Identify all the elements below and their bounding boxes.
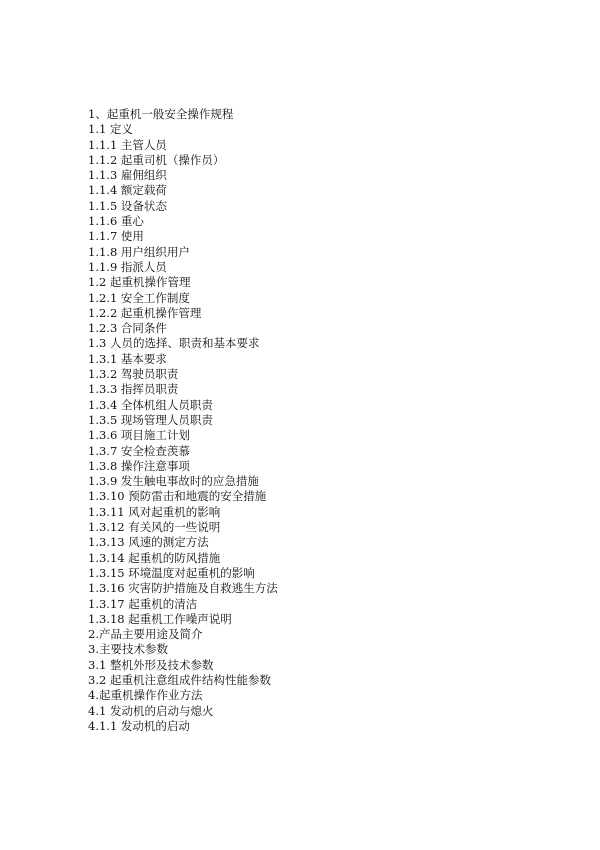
toc-line: 1.1 定义	[88, 122, 133, 137]
toc-line: 2.产品主要用途及简介	[88, 627, 203, 642]
toc-line: 3.2 起重机注意组成件结构性能参数	[88, 672, 271, 687]
toc-line: 4.1 发动机的启动与熄火	[88, 703, 214, 718]
toc-line: 1.1.4 额定载荷	[88, 183, 167, 198]
toc-line: 1.3.7 安全检查羡慕	[88, 443, 190, 458]
toc-line: 4.1.1 发动机的启动	[88, 718, 190, 733]
toc-line: 1.3.14 起重机的防风措施	[88, 550, 221, 565]
toc-line: 1.3.17 起重机的清洁	[88, 596, 198, 611]
table-of-contents	[88, 107, 278, 734]
toc-line: 1.3.8 操作注意事项	[88, 458, 190, 473]
toc-line: 1.1.3 雇佣组织	[88, 168, 167, 183]
toc-line: 1.1.1 主管人员	[88, 137, 167, 152]
toc-line: 1.3.11 风对起重机的影响	[88, 504, 221, 519]
toc-line: 1.3.16 灾害防护措施及自救逃生方法	[88, 581, 278, 596]
toc-line: 1.2.1 安全工作制度	[88, 290, 190, 305]
toc-line: 1.3.5 现场管理人员职责	[88, 412, 213, 427]
toc-line: 1.3.2 驾驶员职责	[88, 367, 179, 382]
toc-line: 1.1.8 用户组织用户	[88, 244, 190, 259]
toc-line: 1、起重机一般安全操作规程	[88, 107, 234, 121]
toc-line: 1.2.3 合同条件	[88, 321, 167, 336]
toc-line: 1.1.5 设备状态	[88, 198, 167, 213]
toc-line: 4.起重机操作作业方法	[88, 688, 203, 703]
toc-line: 1.3.18 起重机工作噪声说明	[88, 611, 232, 626]
toc-line: 1.3.9 发生触电事故时的应急措施	[88, 474, 259, 489]
toc-line: 1.3.10 预防雷击和地震的安全措施	[88, 489, 267, 504]
toc-line: 1.1.9 指派人员	[88, 259, 167, 274]
toc-line: 1.3 人员的选择、职责和基本要求	[88, 336, 260, 351]
toc-line: 3.主要技术参数	[88, 642, 168, 657]
toc-line: 1.1.2 起重司机（操作员）	[88, 152, 225, 167]
toc-line: 1.1.6 重心	[88, 214, 144, 229]
toc-line: 1.3.1 基本要求	[88, 351, 167, 366]
toc-line: 1.3.3 指挥员职责	[88, 382, 179, 397]
toc-line: 1.3.6 项目施工计划	[88, 428, 190, 443]
toc-line: 1.1.7 使用	[88, 229, 144, 244]
toc-line: 1.3.15 环境温度对起重机的影响	[88, 565, 255, 580]
toc-line: 1.3.13 风速的测定方法	[88, 535, 209, 550]
toc-line: 1.2.2 起重机操作管理	[88, 305, 202, 320]
toc-line: 1.2 起重机操作管理	[88, 275, 191, 290]
toc-line: 1.3.4 全体机组人员职责	[88, 397, 213, 412]
toc-line: 1.3.12 有关风的一些说明	[88, 520, 221, 535]
toc-line: 3.1 整机外形及技术参数	[88, 657, 214, 672]
